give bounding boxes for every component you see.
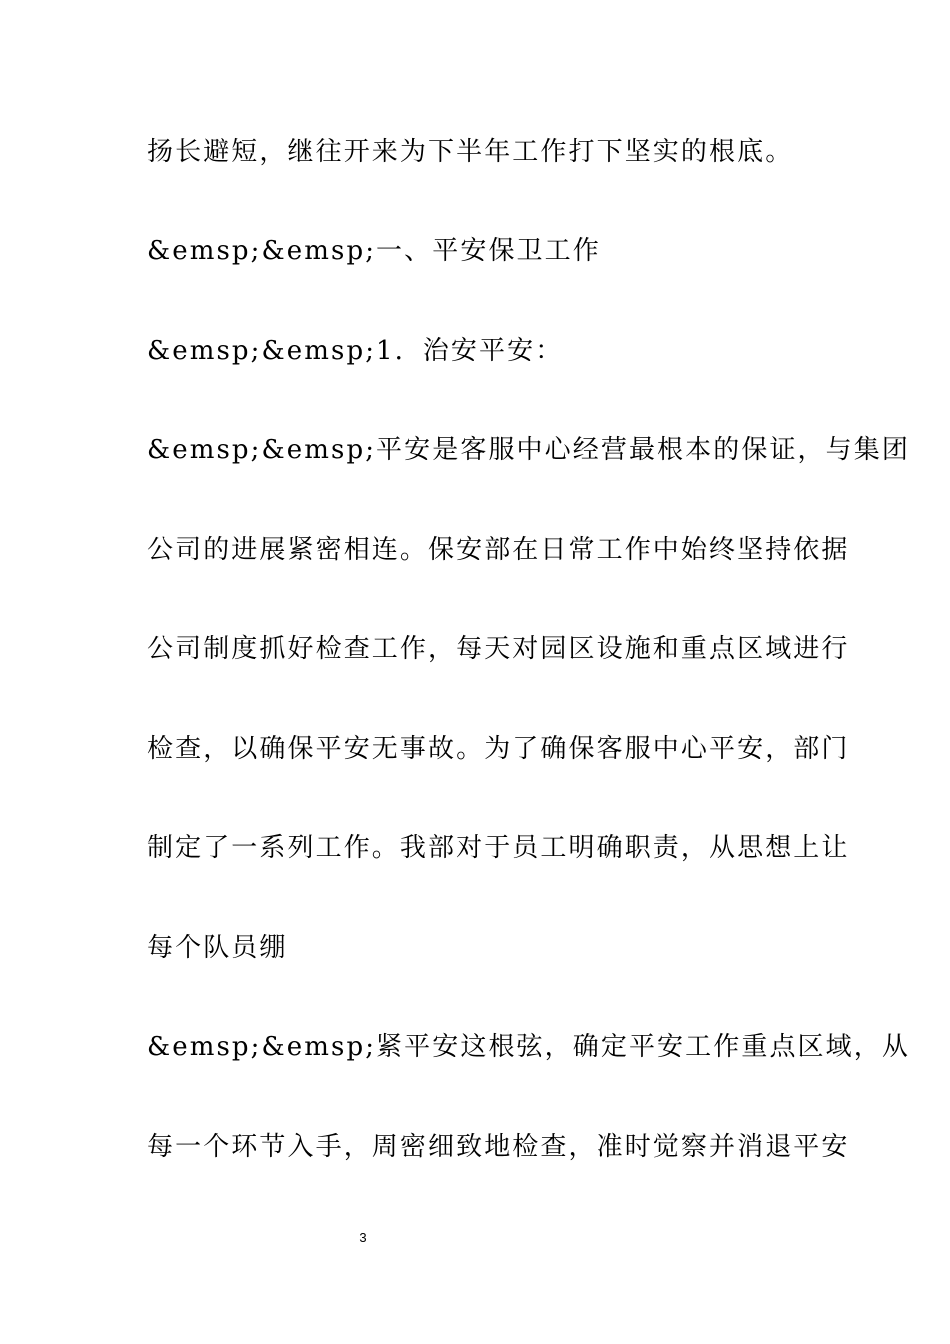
text-line-9: 每个队员绷 bbox=[147, 933, 288, 963]
text-line-5: 公司的进展紧密相连。保安部在日常工作中始终坚持依据 bbox=[147, 535, 850, 565]
text-line-7: 检查，以确保平安无事故。为了确保客服中心平安，部门 bbox=[147, 734, 850, 764]
text-line-6: 公司制度抓好检查工作，每天对园区设施和重点区域进行 bbox=[147, 634, 850, 664]
page-number: 3 bbox=[359, 1230, 367, 1245]
text-line-10: &emsp;&emsp;紧平安这根弦，确定平安工作重点区域，从 bbox=[147, 1032, 910, 1062]
text-line-11: 每一个环节入手，周密细致地检查，准时觉察并消退平安 bbox=[147, 1132, 850, 1162]
section-heading-security: &emsp;&emsp;一、平安保卫工作 bbox=[147, 236, 601, 266]
subsection-heading-public-safety: &emsp;&emsp;1．治安平安： bbox=[147, 336, 564, 366]
text-line-8: 制定了一系列工作。我部对于员工明确职责，从思想上让 bbox=[147, 833, 850, 863]
text-line-4: &emsp;&emsp;平安是客服中心经营最根本的保证，与集团 bbox=[147, 435, 910, 465]
text-line-1: 扬长避短，继往开来为下半年工作打下坚实的根底。 bbox=[147, 137, 794, 167]
